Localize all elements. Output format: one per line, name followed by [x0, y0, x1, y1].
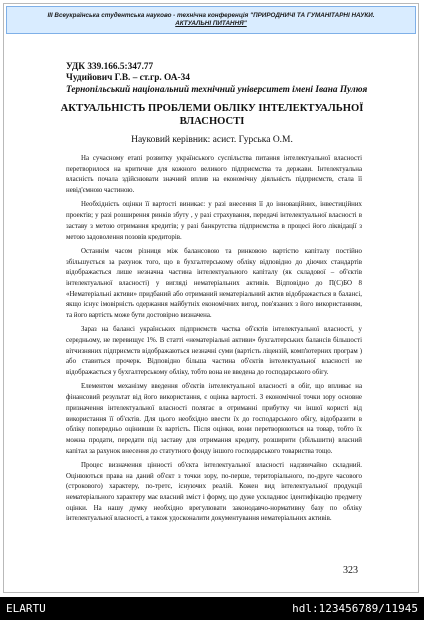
- paragraph: Зараз на балансі українських підприємств частка об'єктів інтелектуальної власності, у середньому, не перевищує 1%. В статті «нематеріальні активи» бухгалтерських балансів більшості вітчизняних підприємств відображаються незначні суми (вартість ліцензій, комп'ютерних програм ) або ставиться прочерк. Відповідно більша частина об'єктів інтелектуальної власності не відображається у бухгалтерському обліку, тобто вона не введена до господарського обігу.: [66, 326, 362, 377]
- udk-code: УДК 339.166.5:347.77: [66, 62, 154, 72]
- article-meta: [66, 62, 367, 96]
- paragraph: Елементом механізму введення об'єктів інтелектуальної власності в обіг, що впливає на фінансовий результат від його використання, є оцінка вартості. З економічної точки зору основне призначення інтелектуальної власності полягає в отриманні прибутку чи іншої користі від використання її об'єктів. Для цього необхідно ввести їх до господарського обігу, відобразити в обліку попередньо оцінивши їх вартість. Після оцінки, вони перетворюються на товар, тобто їх можна продати, передати під заставу для отримання кредиту, розширити (збільшити) власний капітал за рахунок внесення до статутного фонду іншого господарського товариства тощо.: [66, 383, 362, 455]
- conference-header-line2: АКТУАЛЬНІ ПИТАННЯ": [175, 20, 247, 27]
- article-title-line2: ВЛАСНОСТІ: [179, 115, 245, 127]
- conference-header-line1: III Всеукраїнська студентська науково - технічна конференція "ПРИРОДНИЧІ ТА ГУМАНІТАРНІ НАУКИ.: [47, 12, 375, 19]
- article-body: [66, 154, 362, 529]
- paragraph: Процес визначення цінності об'єкта інтелектуальної власності надзвичайно складний. Оцінюються права на даний об'єкт з точки зору, по-перше, територіального, по-друге часового (строкового) характеру, по-третє, існуючих реалій. Кожен вид інтелектуальної продукції нематеріального характеру має власний зміст і форму, що дуже ускладнює ідентифікацію предмету оцінки. На нашу думку необхідно врегулювати законодавчо-нормативну базу по обліку інтелектуальної власності, а також удосконалити документування нематеріальних активів.: [66, 461, 362, 523]
- paragraph: На сучасному етапі розвитку українського суспільства питання інтелектуальної власності перетворилося на критичне для кожного великого підприємства та держави. Інтелектуальна власність почала здійснювати значний вплив на економічну діяльність підприємств, стала її невід'ємною частиною.: [66, 155, 362, 195]
- paragraph: Необхідність оцінки її вартості виникає: у разі внесення її до інноваційних, інвестиційних проектів; у разі розширення ринків збуту , у разі страхування, передачі інтелектуальної власності в заставу з метою отримання кредитів; у разі банкрутства підприємства в процесі його ліквідації з метою задоволення позовів кредиторів.: [66, 201, 362, 241]
- document-page: [3, 3, 419, 593]
- handle-id: hdl:123456789/11945: [292, 602, 418, 615]
- supervisor-line: Науковий керівник: асист. Гурська О.М.: [131, 135, 293, 145]
- article-title: [4, 103, 419, 128]
- article-title-line1: АКТУАЛЬНІСТЬ ПРОБЛЕМИ ОБЛІКУ ІНТЕЛЕКТУАЛЬНОЇ: [60, 103, 364, 114]
- repository-footer: [0, 597, 424, 620]
- repository-name: ELARTU: [6, 602, 46, 615]
- paragraph: Останнім часом різниця між балансовою та ринковою вартістю капіталу постійно збільшується за рахунок того, що в бухгалтерському обліку відповідно до діючих стандартів відображається лише незначна частина інтелектуального капіталу (як складової – об'єктів інтелектуальної власності) у вигляді нематеріальних активів. Відповідно до П(С)БО 8 «Нематеріальні активи» придбаний або отриманий нематеріальний актив відображається в балансі, якщо існує імовірність одержання майбутніх економічних вигод, пов'язаних з його використанням, та його вартість може бути достовірно визначена.: [66, 247, 362, 320]
- affiliation: Тернопільський національний технічний університет імені Івана Пулюя: [66, 84, 368, 95]
- author-line: Чудийович Г.В. – ст.гр. ОА-34: [66, 73, 190, 84]
- conference-header: [6, 6, 416, 34]
- page-number: 323: [343, 565, 358, 576]
